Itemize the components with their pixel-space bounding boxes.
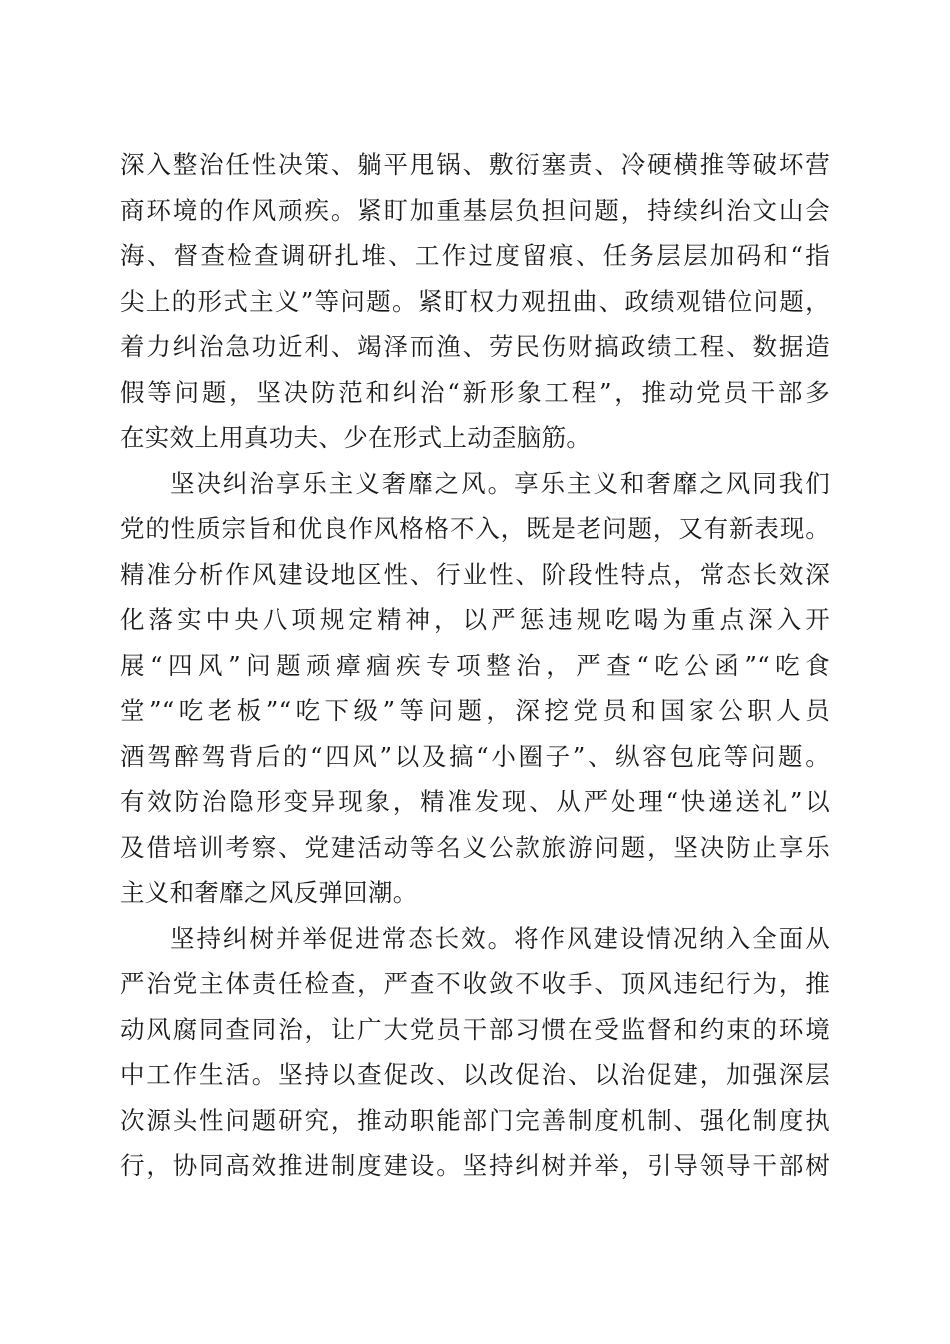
paragraph-2-line-9: 及借培训考察、党建活动等名义公款旅游问题，坚决防止享乐 [120,832,830,862]
paragraph-2-line-10: 主义和奢靡之风反弹回潮。 [120,878,418,907]
paragraph-1-line-1: 深入整治任性决策、躺平甩锅、敷衍塞责、冷硬横推等破坏营 [120,150,830,179]
paragraph-1-line-5: 着力纠治急功近利、竭泽而渔、劳民伤财搞政绩工程、数据造 [120,332,830,361]
paragraph-1-line-6: 假等问题，坚决防范和纠治“新形象工程”，推动党员干部多 [120,377,830,407]
paragraph-1-line-7: 在实效上用真功夫、少在形式上动歪脑筋。 [120,423,592,452]
paragraph-3-line-3: 动风腐同查同治，让广大党员干部习惯在受监督和约束的环境 [120,1014,830,1044]
paragraph-1-line-4: 尖上的形式主义”等问题。紧盯权力观扭曲、政绩观错位问题， [120,286,830,316]
paragraph-2-line-1: 坚决纠治享乐主义奢靡之风。享乐主义和奢靡之风同我们 [170,468,830,498]
paragraph-2-line-4: 化落实中央八项规定精神，以严惩违规吃喝为重点深入开 [120,605,830,634]
paragraph-3-line-6: 行，协同高效推进制度建设。坚持纠树并举，引导领导干部树 [120,1151,830,1180]
paragraph-3-line-5: 次源头性问题研究，推动职能部门完善制度机制、强化制度执 [120,1105,830,1135]
paragraph-1-line-3: 海、督查检查调研扎堆、工作过度留痕、任务层层加码和“指 [120,241,830,270]
paragraph-2-line-7: 酒驾醉驾背后的“四风”以及搞“小圈子”、纵容包庇等问题。 [120,741,830,771]
paragraph-2-line-8: 有效防治隐形变异现象，精准发现、从严处理“快递送礼”以 [120,787,830,816]
paragraph-2-line-6: 堂”“吃老板”“吃下级”等问题，深挖党员和国家公职人员 [120,696,830,725]
paragraph-3-line-2: 严治党主体责任检查，严查不收敛不收手、顶风违纪行为，推 [120,969,830,998]
paragraph-2-line-2: 党的性质宗旨和优良作风格格不入，既是老问题，又有新表现。 [120,514,830,543]
document-body [120,142,830,1189]
paragraph-2-line-5: 展“四风”问题顽瘴痼疾专项整治，严查“吃公函”“吃食 [120,650,830,680]
paragraph-3-line-1: 坚持纠树并举促进常态长效。将作风建设情况纳入全面从 [170,923,830,953]
paragraph-1-line-2: 商环境的作风顽疾。紧盯加重基层负担问题，持续纠治文山会 [120,195,830,225]
paragraph-3-line-4: 中工作生活。坚持以查促改、以改促治、以治促建，加强深层 [120,1060,830,1089]
paragraph-2-line-3: 精准分析作风建设地区性、行业性、阶段性特点，常态长效深 [120,559,830,589]
